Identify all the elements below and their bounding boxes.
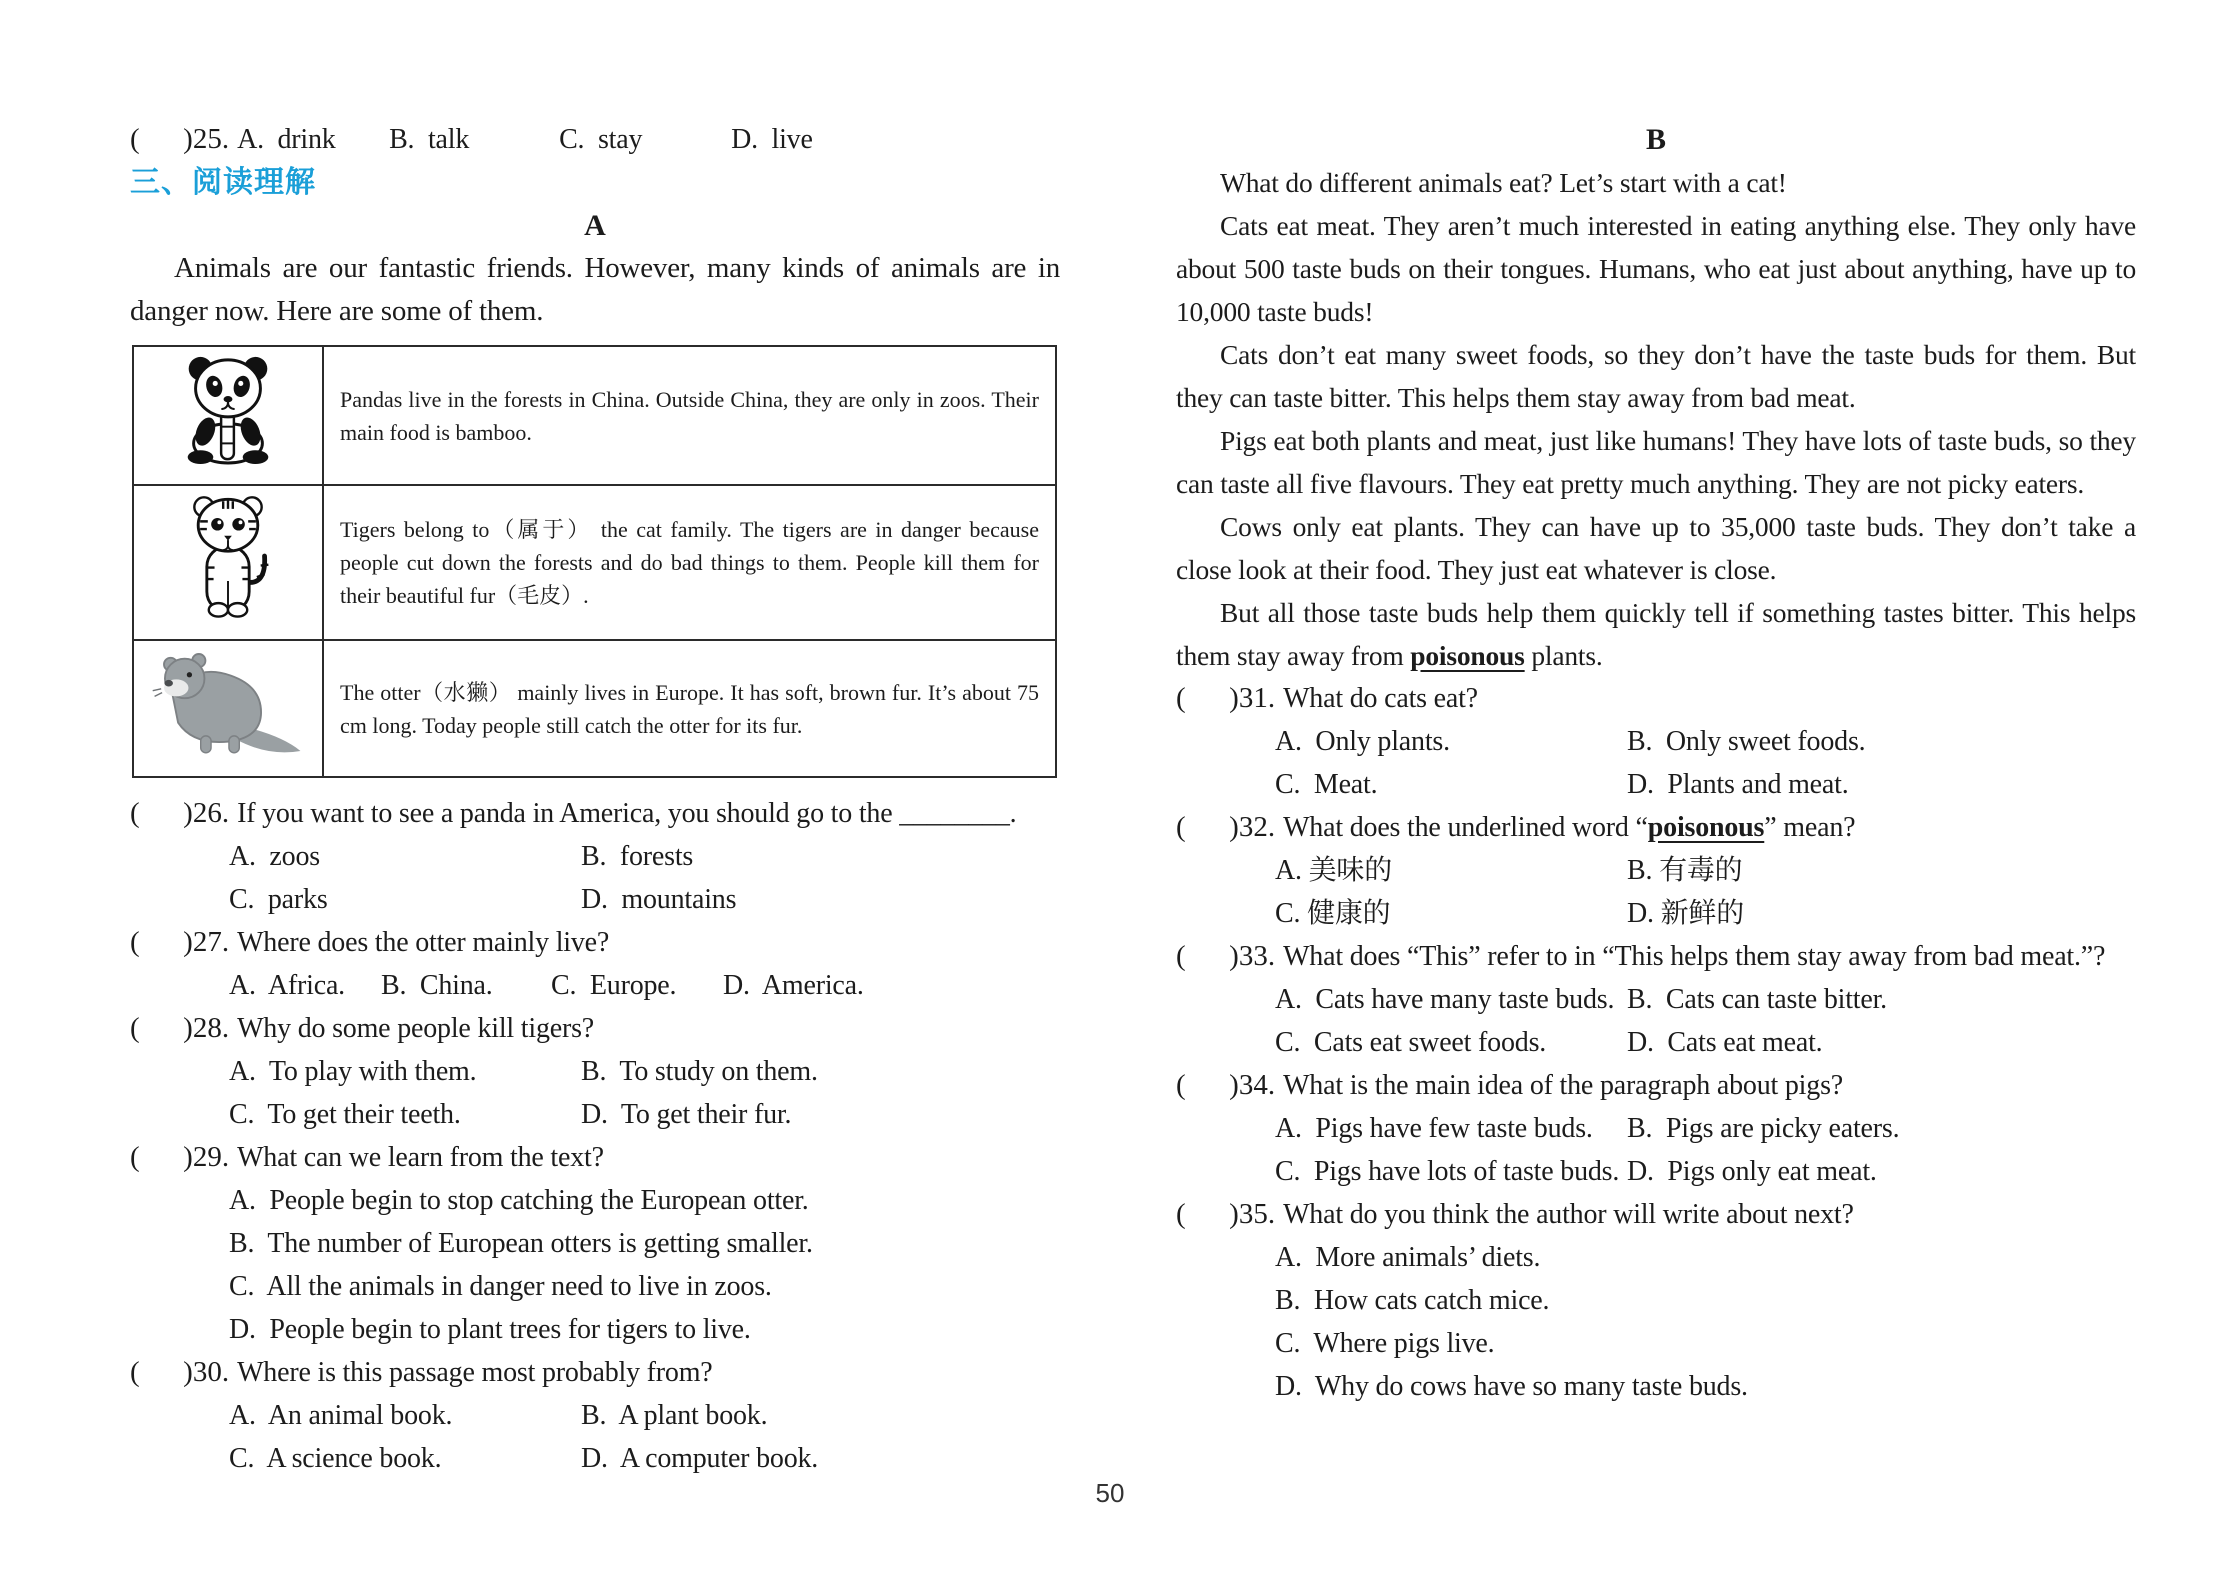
question-29 (130, 1136, 1060, 1351)
tiger-icon (178, 492, 278, 633)
passage-b-paragraph: Cats don’t eat many sweet foods, so they don’t have the taste buds for them. But they can taste bitter. This helps them stay away from bad meat. (1176, 339, 2136, 413)
option-27-c: C. Europe. (551, 970, 677, 1001)
option-31-a: A. Only plants. (1275, 726, 1450, 757)
underlined-word: poisonous (1410, 640, 1525, 671)
option-32-d: D. 新鲜的 (1627, 898, 1745, 929)
option-33-c: C. Cats eat sweet foods. (1275, 1027, 1547, 1058)
question-32 (1176, 806, 2136, 935)
passage-b-paragraph: Cows only eat plants. They can have up to 35,000 taste buds. They don’t take a close look at their food. They just eat whatever is close. (1176, 511, 2136, 585)
question-27 (130, 921, 1060, 1007)
underlined-word: poisonous (1647, 812, 1765, 843)
panda-icon (169, 353, 287, 478)
option-28-a: A. To play with them. (229, 1056, 477, 1087)
question-26 (130, 792, 1060, 921)
option-32-a: A. 美味的 (1275, 855, 1393, 886)
option-34-c: C. Pigs have lots of taste buds. (1275, 1156, 1620, 1187)
option-29-b: B. The number of European otters is getting smaller. (229, 1228, 813, 1259)
question-text: What does the underlined word “poisonous” mean? (1283, 812, 1856, 843)
option-32-c: C. 健康的 (1275, 898, 1391, 929)
question-text: Where does the otter mainly live? (237, 927, 610, 958)
option-30-d: D. A computer book. (581, 1443, 819, 1474)
option-28-d: D. To get their fur. (581, 1099, 792, 1130)
question-25 (130, 118, 1060, 161)
option-34-d: D. Pigs only eat meat. (1627, 1156, 1877, 1187)
option-35-b: B. How cats catch mice. (1275, 1285, 1550, 1316)
option-29-c: C. All the animals in danger need to live in zoos. (229, 1271, 772, 1302)
answer-blank-29: ( )29. (130, 1141, 230, 1173)
page-number: 50 (1095, 1478, 1125, 1508)
option-35-c: C. Where pigs live. (1275, 1328, 1495, 1359)
answer-blank-25: ( )25. (130, 123, 230, 155)
question-text: What can we learn from the text? (237, 1142, 604, 1173)
question-text: What does “This” refer to in “This helps them stay away from bad meat.”? (1283, 941, 2106, 972)
question-35 (1176, 1193, 2136, 1408)
question-text: What do you think the author will write about next? (1283, 1199, 1854, 1230)
passage-b-paragraph: Cats eat meat. They aren’t much interested in eating anything else. They only have about 500 taste buds on their tongues. Humans, who eat just about anything, have up to 10,000 taste buds! (1176, 210, 2136, 327)
table-row (133, 346, 1056, 485)
option-33-b: B. Cats can taste bitter. (1627, 984, 1887, 1015)
option-31-b: B. Only sweet foods. (1627, 726, 1866, 757)
option-25-b: B. talk (389, 124, 470, 155)
option-33-d: D. Cats eat meat. (1627, 1027, 1823, 1058)
option-30-c: C. A science book. (229, 1443, 442, 1474)
answer-blank-30: ( )30. (130, 1356, 230, 1388)
option-31-d: D. Plants and meat. (1627, 769, 1849, 800)
question-text: Where is this passage most probably from? (237, 1357, 713, 1388)
right-column (1176, 118, 2136, 1408)
question-text: If you want to see a panda in America, you should go to the ________. (237, 798, 1017, 829)
answer-blank-26: ( )26. (130, 797, 230, 829)
option-34-a: A. Pigs have few taste buds. (1275, 1113, 1593, 1144)
option-28-b: B. To study on them. (581, 1056, 818, 1087)
table-cell-panda: Pandas live in the forests in China. Outside China, they are only in zoos. Their main food is bamboo. (323, 346, 1056, 485)
question-text: What do cats eat? (1283, 683, 1478, 714)
option-34-b: B. Pigs are picky eaters. (1627, 1113, 1900, 1144)
option-28-c: C. To get their teeth. (229, 1099, 461, 1130)
passage-b-paragraph: Pigs eat both plants and meat, just like humans! They have lots of taste buds, so they can taste all five flavours. They eat pretty much anything. They are not picky eaters. (1176, 425, 2136, 499)
passage-b-paragraph-underlined-word: But all those taste buds help them quickly tell if something tastes bitter. This helps them stay away from poisonous plants. (1176, 597, 2136, 671)
answer-blank-32: ( )32. (1176, 811, 1276, 843)
table-row (133, 640, 1056, 777)
option-25-a: A. drink (237, 124, 336, 155)
option-29-d: D. People begin to plant trees for tigers to live. (229, 1314, 751, 1345)
section-title: 三、阅读理解 (130, 166, 316, 199)
option-30-a: A. An animal book. (229, 1400, 453, 1431)
option-30-b: B. A plant book. (581, 1400, 768, 1431)
option-33-a: A. Cats have many taste buds. (1275, 984, 1615, 1015)
option-26-a: A. zoos (229, 841, 320, 872)
answer-blank-34: ( )34. (1176, 1069, 1276, 1101)
table-cell-tiger: Tigers belong to（属于） the cat family. The tigers are in danger because people cut down the forests and do bad things to them. People kill them for their beautiful fur（毛皮）. (323, 485, 1056, 640)
answer-blank-31: ( )31. (1176, 682, 1276, 714)
option-25-d: D. live (731, 124, 813, 155)
question-33 (1176, 935, 2136, 1064)
passage-b-heading: B (1645, 123, 1666, 156)
question-text: Why do some people kill tigers? (237, 1013, 595, 1044)
question-34 (1176, 1064, 2136, 1193)
passage-b-paragraph: What do different animals eat? Let’s start with a cat! (1220, 167, 1787, 198)
option-26-b: B. forests (581, 841, 694, 872)
passage-a-intro: Animals are our fantastic friends. However, many kinds of animals are in danger now. Here are some of them. (130, 252, 1060, 327)
answer-blank-27: ( )27. (130, 926, 230, 958)
answer-blank-28: ( )28. (130, 1012, 230, 1044)
table-row (133, 485, 1056, 640)
option-29-a: A. People begin to stop catching the European otter. (229, 1185, 809, 1216)
option-35-d: D. Why do cows have so many taste buds. (1275, 1371, 1748, 1402)
question-30 (130, 1351, 1060, 1480)
option-27-a: A. Africa. (229, 970, 345, 1001)
option-35-a: A. More animals’ diets. (1275, 1242, 1541, 1273)
option-31-c: C. Meat. (1275, 769, 1378, 800)
animal-table (132, 345, 1057, 778)
option-27-d: D. America. (723, 970, 864, 1001)
passage-a-heading: A (584, 209, 606, 242)
question-31 (1176, 677, 2136, 806)
option-32-b: B. 有毒的 (1627, 855, 1743, 886)
question-28 (130, 1007, 1060, 1136)
option-25-c: C. stay (559, 124, 643, 155)
otter-icon (148, 647, 308, 770)
option-27-b: B. China. (381, 970, 493, 1001)
left-column (130, 118, 1060, 1480)
table-cell-otter: The otter（水獭） mainly lives in Europe. It has soft, brown fur. It’s about 75 cm long. Today people still catch the otter for its fur. (323, 640, 1056, 777)
answer-blank-35: ( )35. (1176, 1198, 1276, 1230)
question-text: What is the main idea of the paragraph about pigs? (1283, 1070, 1843, 1101)
option-26-c: C. parks (229, 884, 328, 915)
answer-blank-33: ( )33. (1176, 940, 1276, 972)
option-26-d: D. mountains (581, 884, 737, 915)
